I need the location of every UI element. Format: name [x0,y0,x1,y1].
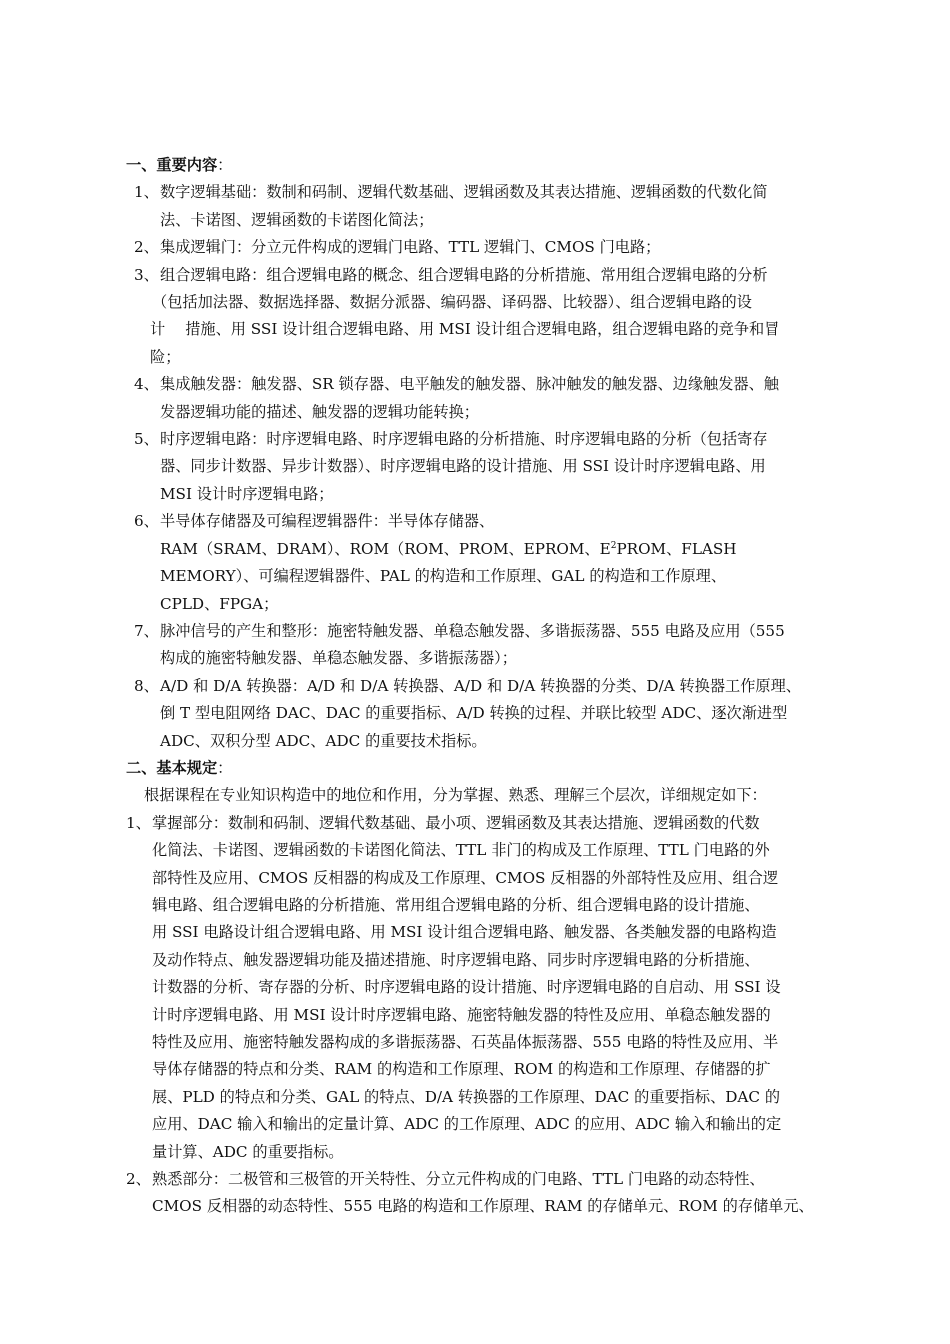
item-number: 2、 [134,238,159,257]
item-line: 化简法、卡诺图、逻辑函数的卡诺图化简法、TTL 非门的构成及工作原理、TTL 门电路的外 [152,841,770,860]
item-line: （包括加法器、数据选择器、数据分派器、编码器、译码器、比较器）、组合逻辑电路的设 [152,293,752,312]
list-item [126,234,846,261]
item-line: 部特性及应用、CMOS 反相器的构成及工作原理、CMOS 反相器的外部特性及应用、组合逻 [152,868,779,887]
item-number: 5、 [134,430,159,449]
item-line: 展、PLD 的特点和分类、GAL 的特点、D/A 转换器的工作原理、DAC 的重要指标、DAC 的 [152,1087,781,1106]
item-line: 集成逻辑门：分立元件构成的逻辑门电路、TTL 逻辑门、CMOS 门电路； [160,238,661,257]
section-intro: 根据课程在专业知识构造中的地位和作用，分为掌握、熟悉、理解三个层次，详细规定如下： [144,786,767,805]
list-item [126,262,846,372]
item-line: MSI 设计时序逻辑电路； [160,484,334,503]
item-line: 器、同步计数器、异步计数器）、时序逻辑电路的设计措施、用 SSI 设计时序逻辑电路、用 [160,457,766,476]
list-item [126,508,846,618]
item-line: 法、卡诺图、逻辑函数的卡诺图化简法； [160,210,434,229]
item-line: MEMORY）、可编程逻辑器件、PAL 的构造和工作原理、GAL 的构造和工作原理、 [160,567,727,586]
item-line: 特性及应用、施密特触发器构成的多谐振荡器、石英晶体振荡器、555 电路的特性及应用、半 [152,1033,779,1051]
item-line: 辑电路、组合逻辑电路的分析措施、常用组合逻辑电路的分析、组合逻辑电路的设计措施、 [152,895,760,914]
item-line: 用 SSI 电路设计组合逻辑电路、用 MSI 设计组合逻辑电路、触发器、各类触发器的电路构造 [152,923,777,942]
item-number: 3、 [134,265,159,284]
section-title [126,755,846,782]
item-line: 半导体存储器及可编程逻辑器件：半导体存储器、 [160,512,495,531]
item-line: 量计算、ADC 的重要指标。 [152,1142,344,1161]
item-number: 8、 [134,676,159,695]
item-line: 组合逻辑电路：组合逻辑电路的概念、组合逻辑电路的分析措施、常用组合逻辑电路的分析 [160,265,768,284]
item-line: 应用、DAC 输入和输出的定量计算、ADC 的工作原理、ADC 的应用、ADC 输入和输出的定 [152,1115,782,1134]
item-line: ADC、双积分型 ADC、ADC 的重要技术指标。 [160,731,487,750]
item-line: 计时序逻辑电路、用 MSI 设计时序逻辑电路、施密特触发器的特性及应用、单稳态触发器的 [152,1005,771,1024]
list-item [126,426,846,508]
item-line: 倒 T 型电阻网络 DAC、DAC 的重要指标、A/D 转换的过程、并联比较型 ADC、逐次渐进型 [160,704,788,723]
item-line: 时序逻辑电路：时序逻辑电路、时序逻辑电路的分析措施、时序逻辑电路的分析（包括寄存 [160,430,768,449]
item-number: 1、 [134,183,159,202]
list-item [126,673,846,755]
item-number: 4、 [134,375,159,394]
item-line-part: PROM、FLASH [616,539,737,558]
item-line-part: RAM（SRAM、DRAM）、ROM（ROM、PROM、EPROM、E [160,539,611,558]
list-item [126,1166,846,1221]
superscript: 2 [610,540,617,551]
item-line: 掌握部分：数制和码制、逻辑代数基础、最小项、逻辑函数及其表达措施、逻辑函数的代数 [152,813,760,832]
item-line: A/D 和 D/A 转换器：A/D 和 D/A 转换器、A/D 和 D/A 转换器的分类、D/A 转换器工作原理、 [160,676,801,695]
item-number: 2、 [126,1170,151,1189]
item-line: 计数器的分析、寄存器的分析、时序逻辑电路的设计措施、时序逻辑电路的自启动、用 SSI 设 [152,978,781,997]
item-line: 集成触发器：触发器、SR 锁存器、电平触发的触发器、脉冲触发的触发器、边缘触发器、触 [160,375,779,394]
item-line: 导体存储器的特点和分类、RAM 的构造和工作原理、ROM 的构造和工作原理、存储器的扩 [152,1060,771,1079]
section-important-content [126,152,846,755]
section-title-colon: ： [217,156,233,174]
item-line [160,536,846,563]
list-item [126,371,846,426]
item-line: 数字逻辑基础：数制和码制、逻辑代数基础、逻辑函数及其表达措施、逻辑函数的代数化简 [160,183,768,202]
item-line: CMOS 反相器的动态特性、555 电路的构造和工作原理、RAM 的存储单元、ROM 的存储单元、 [152,1197,814,1216]
list-item [126,810,846,1166]
item-line: 计 措施、用 SSI 设计组合逻辑电路、用 MSI 设计组合逻辑电路，组合逻辑电路的竞争和冒 [150,320,780,339]
item-line: 及动作特点、触发器逻辑功能及描述措施、时序逻辑电路、同步时序逻辑电路的分析措施、 [152,950,760,969]
list-item [126,179,846,234]
item-line: 脉冲信号的产生和整形：施密特触发器、单稳态触发器、多谐振荡器、555 电路及应用（555 [160,621,785,640]
item-line: 熟悉部分：二极管和三极管的开关特性、分立元件构成的门电路、TTL 门电路的动态特性、 [152,1170,765,1189]
item-line: CPLD、FPGA； [160,594,279,613]
item-number: 6、 [134,512,159,531]
item-line: 构成的施密特触发器、单稳态触发器、多谐振荡器）； [160,649,517,668]
section-title [126,152,846,179]
section-title-colon: ： [217,758,233,777]
section-title-text: 一、重要内容 [126,156,218,174]
item-number: 1、 [126,813,151,832]
item-line: 发器逻辑功能的描述、触发器的逻辑功能转换； [160,402,479,421]
document-content [126,152,846,1221]
list-item [126,618,846,673]
item-line: 险； [150,347,181,366]
section-title-text: 二、基本规定 [126,758,218,777]
section-basic-requirements [126,755,846,1221]
item-number: 7、 [134,621,159,640]
